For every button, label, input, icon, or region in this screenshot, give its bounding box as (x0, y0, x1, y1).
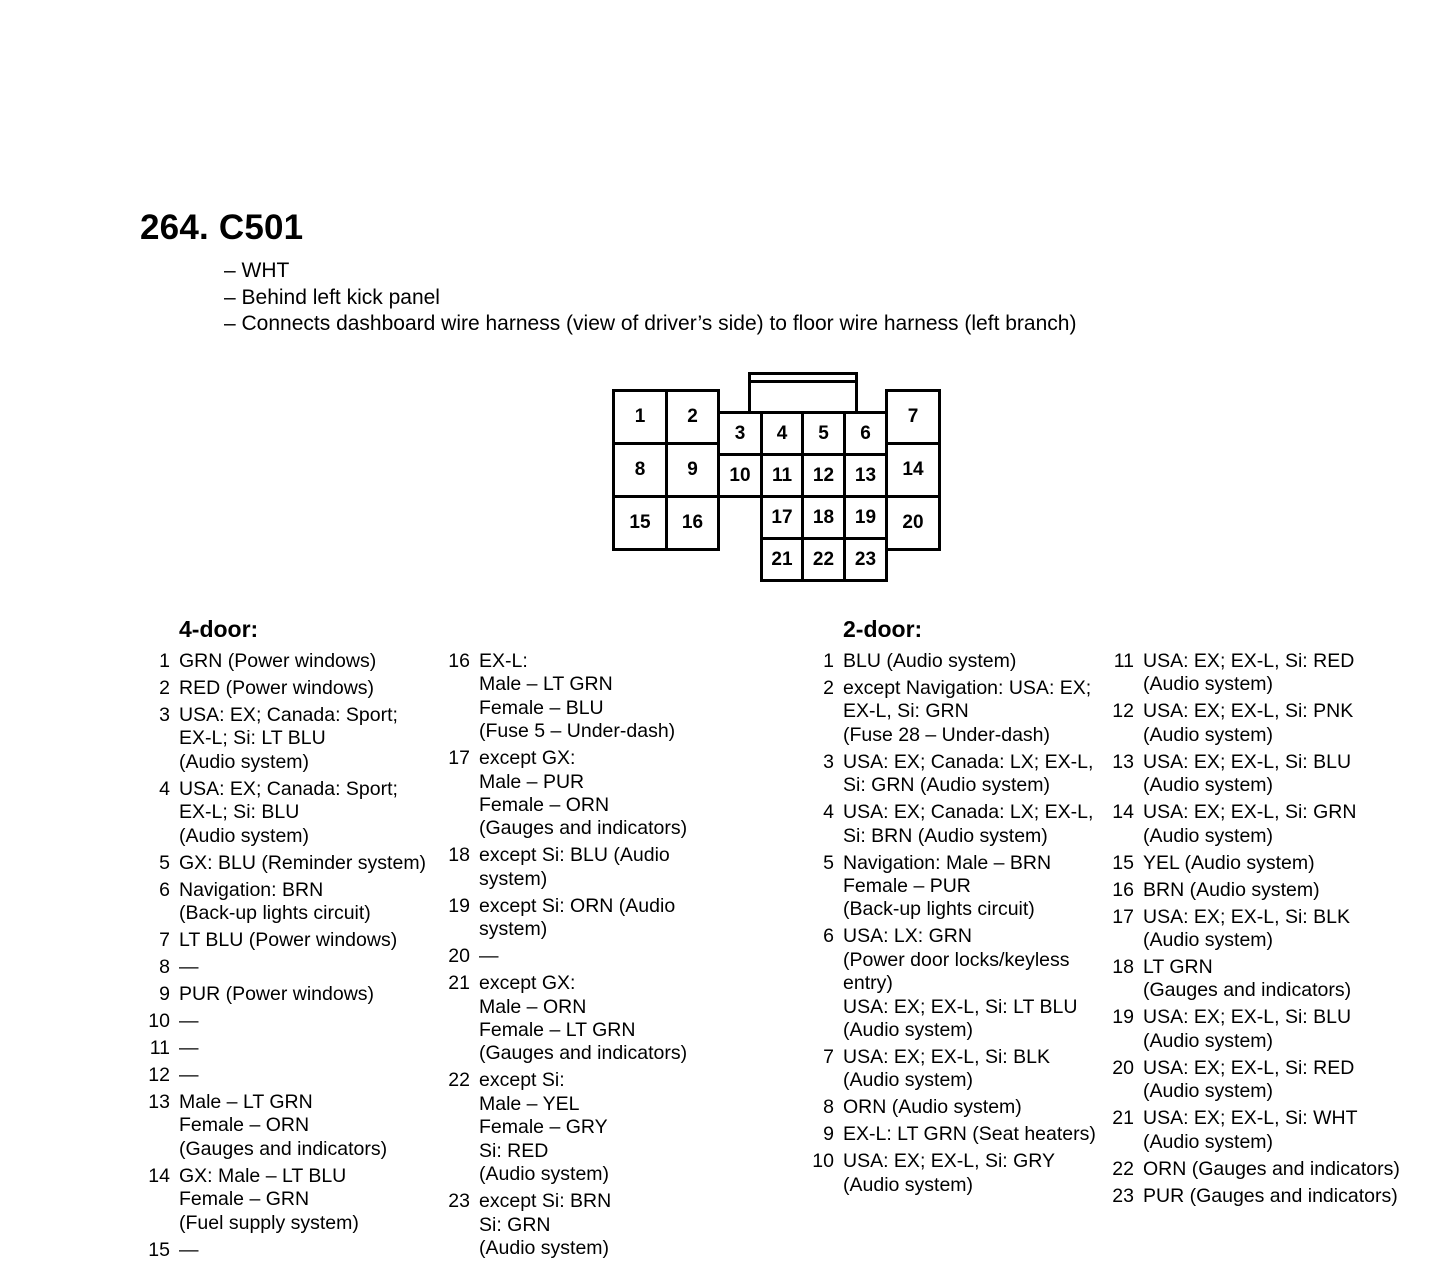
pin-description-line: except Si: BLU (Audio (479, 844, 670, 867)
pin-description-line: USA: EX; EX-L, Si: PNK (1143, 700, 1354, 723)
pin-description-line: (Back-up lights circuit) (179, 902, 371, 925)
pin-2: 2 (665, 389, 720, 445)
pin-8: 8 (612, 442, 668, 498)
pin-assignment-20 (447, 945, 687, 968)
pin-number: 18 (1112, 956, 1134, 979)
pin-number: 14 (148, 1164, 170, 1187)
pin-number: 23 (448, 1190, 470, 1213)
pin-description-line: ORN (Audio system) (843, 1096, 1022, 1119)
pin-description-line: (Fuel supply system) (179, 1211, 359, 1234)
pin-description-line: Male – YEL (479, 1092, 580, 1115)
pin-description-line: LT BLU (Power windows) (179, 929, 398, 952)
pin-assignment-18 (447, 844, 687, 891)
pin-number: 3 (159, 704, 170, 726)
pin-description-line: (Gauges and indicators) (179, 1137, 388, 1160)
pin-description-line: USA: EX; EX-L, Si: BLK (1143, 905, 1350, 928)
pin-number: 19 (448, 894, 470, 917)
pin-description-line: (Fuse 28 – Under-dash) (843, 723, 1051, 746)
pin-assignment-14 (147, 1165, 426, 1235)
pin-assignment-9 (811, 1123, 1096, 1146)
pin-description-line: (Fuse 5 – Under-dash) (479, 720, 676, 743)
pin-description-line: system) (479, 867, 548, 890)
pin-assignment-18 (1111, 956, 1400, 1003)
pin-number: 22 (1112, 1157, 1134, 1180)
pin-number: 14 (1112, 801, 1134, 824)
pin-description-line: USA: EX; EX-L, Si: GRY (843, 1150, 1056, 1173)
pin-description-line: entry) (843, 972, 893, 995)
pin-description-line: (Gauges and indicators) (479, 817, 688, 840)
pin-description-line: (Gauges and indicators) (479, 1042, 688, 1065)
pin-description-line: — (179, 1010, 199, 1033)
pin-number: 4 (823, 801, 834, 824)
pin-description-line: — (479, 945, 499, 968)
pin-18: 18 (801, 495, 846, 540)
pin-description-line: PUR (Power windows) (179, 983, 375, 1006)
pin-description-line: Female – LT GRN (479, 1019, 636, 1042)
pin-assignment-11 (147, 1037, 426, 1060)
pin-number: 19 (1112, 1006, 1134, 1029)
pin-assignment-10 (811, 1150, 1096, 1197)
pin-assignment-5 (147, 852, 426, 875)
pin-description-line: Female – BLU (479, 696, 604, 719)
pin-description-line: (Audio system) (1143, 824, 1274, 847)
pin-number: 6 (823, 925, 834, 948)
pin-description-line: system) (479, 918, 548, 941)
pin-description-line: USA: EX; EX-L, Si: BLU (1143, 1006, 1352, 1029)
pin-13: 13 (843, 453, 888, 498)
pin-description-line: (Audio system) (479, 1236, 610, 1259)
pin-number: 8 (159, 956, 170, 979)
four-door-column-2 (447, 650, 687, 1264)
pin-number: 12 (148, 1064, 170, 1087)
pin-assignment-9 (147, 983, 426, 1006)
pin-description-line: EX-L; Si: BLU (179, 801, 300, 824)
pin-number: 8 (823, 1096, 834, 1119)
pin-5: 5 (801, 411, 846, 456)
pin-description-line: USA: EX; EX-L, Si: BLU (1143, 750, 1352, 773)
pin-9: 9 (665, 442, 720, 498)
pin-assignment-22 (447, 1069, 687, 1186)
pin-description-line: EX-L: LT GRN (Seat heaters) (843, 1123, 1096, 1146)
pin-number: 15 (1112, 851, 1134, 874)
pin-description-line: Male – LT GRN (479, 673, 613, 696)
pin-assignment-3 (147, 704, 426, 774)
pin-description-line: except Si: (479, 1069, 565, 1092)
pin-description-line: USA: EX; EX-L, Si: LT BLU (843, 995, 1078, 1018)
pin-number: 13 (148, 1091, 170, 1114)
pin-description-line: (Audio system) (1143, 673, 1274, 696)
pin-description-line: YEL (Audio system) (1143, 851, 1315, 874)
pin-description-line: ORN (Gauges and indicators) (1143, 1157, 1400, 1180)
pin-description-line: Female – ORN (479, 794, 610, 817)
pin-description-line: (Power door locks/keyless (843, 948, 1070, 971)
detail-location: – Behind left kick panel (224, 285, 440, 309)
pin-description-line: (Audio system) (1143, 723, 1274, 746)
pin-description-line: — (179, 1064, 199, 1087)
pin-1: 1 (612, 389, 668, 445)
pin-assignment-2 (147, 677, 426, 700)
pin-assignment-13 (147, 1091, 426, 1161)
pin-description-line: Navigation: Male – BRN (843, 851, 1052, 874)
pin-description-line: Male – PUR (479, 770, 585, 793)
pin-description-line: USA: EX; EX-L, Si: BLK (843, 1046, 1050, 1069)
pin-number: 9 (159, 983, 170, 1006)
pin-description-line: (Audio system) (1143, 774, 1274, 797)
pin-number: 20 (1112, 1056, 1134, 1079)
pin-number: 21 (448, 972, 470, 995)
pin-description-line: Si: GRN (Audio system) (843, 774, 1050, 797)
pin-description-line: USA: LX: GRN (843, 925, 972, 948)
pin-description-line: Female – ORN (179, 1114, 310, 1137)
pin-number: 21 (1112, 1107, 1134, 1130)
pin-10: 10 (717, 453, 763, 498)
pin-15: 15 (612, 495, 668, 551)
pin-description-line: USA: EX; EX-L, Si: RED (1143, 650, 1355, 672)
pin-description-line: (Audio system) (843, 1019, 974, 1042)
pin-assignment-15 (147, 1239, 426, 1262)
pin-assignment-16 (447, 650, 687, 744)
pin-assignment-17 (447, 747, 687, 841)
pin-description-line: GRN (Power windows) (179, 650, 377, 672)
pin-description-line: Si: RED (479, 1139, 549, 1162)
pin-assignment-16 (1111, 879, 1400, 902)
pin-number: 5 (159, 851, 170, 874)
pin-description-line: BRN (Audio system) (1143, 878, 1320, 901)
pin-number: 3 (823, 750, 834, 773)
pin-number: 4 (159, 777, 170, 800)
pin-assignment-23 (1111, 1185, 1400, 1208)
pin-assignment-21 (1111, 1107, 1400, 1154)
two-door-column-2 (1111, 650, 1400, 1212)
pin-assignment-15 (1111, 852, 1400, 875)
pin-number: 1 (823, 650, 834, 672)
pin-assignment-3 (811, 751, 1096, 798)
connector-details (224, 258, 1076, 338)
four-door-heading: 4-door: (179, 616, 259, 642)
pin-assignment-17 (1111, 906, 1400, 953)
pin-assignment-4 (147, 778, 426, 848)
pin-description-line: USA: EX; EX-L, Si: GRN (1143, 801, 1357, 824)
pin-description-line: RED (Power windows) (179, 677, 375, 699)
pin-23: 23 (843, 537, 888, 582)
pin-assignment-22 (1111, 1158, 1400, 1181)
pin-number: 2 (823, 677, 834, 699)
pin-assignment-14 (1111, 801, 1400, 848)
pin-number: 20 (448, 945, 470, 968)
pin-number: 22 (448, 1069, 470, 1092)
connector-lock-tab (748, 372, 858, 386)
pin-number: 9 (823, 1123, 834, 1146)
pin-description-line: EX-L; Si: LT BLU (179, 727, 326, 750)
pin-description-line: Female – GRY (479, 1116, 608, 1139)
pin-description-line: USA: EX; Canada: LX; EX-L, (843, 801, 1094, 824)
pin-4: 4 (760, 411, 804, 456)
pin-description-line: except Navigation: USA: EX; (843, 677, 1092, 699)
pin-description-line: except Si: BRN (479, 1190, 612, 1213)
pin-description-line: EX-L, Si: GRN (843, 700, 969, 723)
pin-description-line: USA: EX; Canada: LX; EX-L, (843, 750, 1094, 773)
pin-assignment-1 (147, 650, 426, 673)
pin-12: 12 (801, 453, 846, 498)
pin-19: 19 (843, 495, 888, 540)
pin-number: 10 (148, 1010, 170, 1033)
pin-22: 22 (801, 537, 846, 582)
pin-16: 16 (665, 495, 720, 551)
pin-assignment-8 (147, 956, 426, 979)
pin-description-line: PUR (Gauges and indicators) (1143, 1184, 1398, 1207)
pin-number: 5 (823, 851, 834, 874)
pin-number: 1 (159, 650, 170, 672)
pin-description-line: GX: Male – LT BLU (179, 1164, 347, 1187)
pin-number: 12 (1112, 700, 1134, 723)
pin-description-line: Female – GRN (179, 1188, 310, 1211)
pin-description-line: (Audio system) (843, 1069, 974, 1092)
connector-lock-housing (748, 380, 858, 414)
pin-description-line: except GX: (479, 972, 576, 995)
pin-description-line: EX-L: (479, 650, 528, 672)
pin-description-line: (Audio system) (179, 824, 310, 847)
pin-number: 18 (448, 844, 470, 867)
pin-14: 14 (885, 442, 941, 498)
pin-description-line: — (179, 956, 199, 979)
pin-assignment-1 (811, 650, 1096, 673)
pin-number: 11 (1113, 650, 1134, 672)
two-door-column-1 (811, 650, 1096, 1201)
pin-description-line: except GX: (479, 747, 576, 770)
pin-description-line: — (179, 1037, 199, 1060)
pin-number: 10 (812, 1150, 834, 1173)
pin-assignment-11 (1111, 650, 1400, 697)
pin-description-line: Si: BRN (Audio system) (843, 824, 1048, 847)
pin-description-line: except Si: ORN (Audio (479, 894, 676, 917)
pin-assignment-4 (811, 801, 1096, 848)
pin-21: 21 (760, 537, 804, 582)
pin-description-line: USA: EX; EX-L, Si: RED (1143, 1056, 1355, 1079)
two-door-heading: 2-door: (843, 616, 923, 642)
pin-description-line: (Back-up lights circuit) (843, 898, 1035, 921)
pin-description-line: USA: EX; EX-L, Si: WHT (1143, 1107, 1358, 1130)
pin-description-line: (Audio system) (179, 750, 310, 773)
pin-assignment-6 (147, 879, 426, 926)
pin-number: 16 (448, 650, 470, 672)
pin-number: 7 (823, 1046, 834, 1069)
pin-description-line: (Audio system) (1143, 929, 1274, 952)
pin-number: 17 (448, 747, 470, 770)
pin-number: 6 (159, 878, 170, 901)
pin-assignment-2 (811, 677, 1096, 747)
pin-description-line: (Audio system) (843, 1173, 974, 1196)
pin-assignment-5 (811, 852, 1096, 922)
pin-assignment-19 (1111, 1006, 1400, 1053)
detail-color: – WHT (224, 259, 290, 282)
pin-assignment-8 (811, 1096, 1096, 1119)
pin-20: 20 (885, 495, 941, 551)
pin-number: 11 (149, 1037, 170, 1060)
pin-number: 2 (159, 677, 170, 699)
pin-description-line: (Audio system) (479, 1163, 610, 1186)
pin-assignment-6 (811, 925, 1096, 1042)
pin-assignment-12 (147, 1064, 426, 1087)
pin-number: 13 (1112, 750, 1134, 773)
pin-assignment-12 (1111, 700, 1400, 747)
pin-assignment-20 (1111, 1057, 1400, 1104)
pin-assignment-7 (811, 1046, 1096, 1093)
pin-number: 7 (159, 929, 170, 952)
detail-connects: – Connects dashboard wire harness (view of driver’s side) to floor wire harness (left branch) (224, 312, 1077, 335)
pin-3: 3 (717, 411, 763, 456)
pin-number: 15 (148, 1238, 170, 1261)
pin-description-line: (Audio system) (1143, 1130, 1274, 1153)
pin-description-line: (Gauges and indicators) (1143, 979, 1352, 1002)
pin-11: 11 (760, 453, 804, 498)
pin-assignment-21 (447, 972, 687, 1066)
pin-description-line: USA: EX; Canada: Sport; (179, 704, 398, 726)
pin-assignment-19 (447, 895, 687, 942)
pin-description-line: (Audio system) (1143, 1080, 1274, 1103)
pin-description-line: Female – PUR (843, 875, 971, 898)
pin-number: 16 (1112, 878, 1134, 901)
pin-assignment-13 (1111, 751, 1400, 798)
pin-description-line: Male – LT GRN (179, 1091, 313, 1114)
pin-description-line: LT GRN (1143, 956, 1213, 979)
page-title: 264. C501 (140, 208, 304, 247)
pin-description-line: Male – ORN (479, 995, 587, 1018)
pin-description-line: BLU (Audio system) (843, 650, 1017, 672)
pin-description-line: GX: BLU (Reminder system) (179, 851, 427, 874)
four-door-column-1 (147, 650, 426, 1266)
pin-7: 7 (885, 389, 941, 445)
pin-number: 23 (1112, 1184, 1134, 1207)
pin-assignment-23 (447, 1190, 687, 1260)
pin-assignment-7 (147, 929, 426, 952)
pin-description-line: (Audio system) (1143, 1029, 1274, 1052)
pin-description-line: Navigation: BRN (179, 878, 324, 901)
pin-number: 17 (1112, 905, 1134, 928)
pin-6: 6 (843, 411, 888, 456)
pin-17: 17 (760, 495, 804, 540)
pin-description-line: USA: EX; Canada: Sport; (179, 777, 398, 800)
pin-assignment-10 (147, 1010, 426, 1033)
pin-description-line: Si: GRN (479, 1213, 551, 1236)
pin-description-line: — (179, 1238, 199, 1261)
